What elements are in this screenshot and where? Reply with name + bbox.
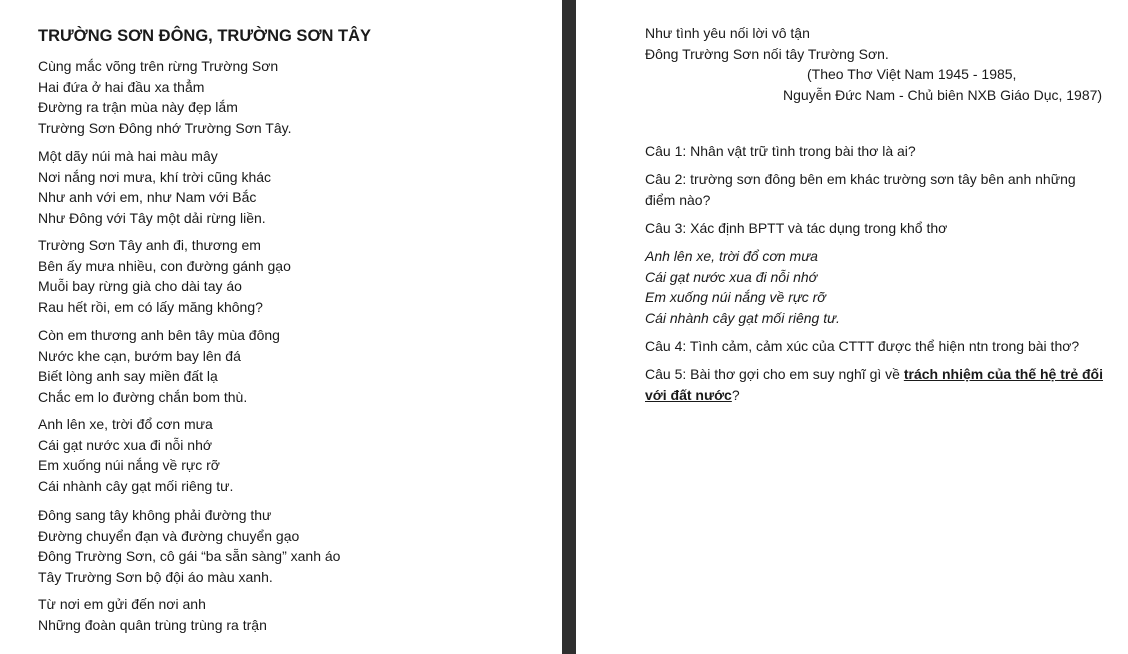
poem-line: Nước khe cạn, bướm bay lên đá — [38, 347, 241, 364]
poem-line: Đông sang tây không phải đường thư — [38, 507, 272, 523]
question-4: Câu 4: Tình cảm, cảm xúc của CTTT được thể hiện ntn trong bài thơ? — [645, 338, 1080, 354]
poem-line: Anh lên xe, trời đổ cơn mưa — [38, 416, 213, 432]
stanza-2 — [38, 146, 271, 228]
poem-line: Cùng mắc võng trên rừng Trường Sơn — [38, 58, 279, 74]
poem-line: Đông Trường Sơn, cô gái “ba sẵn sàng” xanh áo — [38, 548, 341, 564]
excerpt-line: Em xuống núi nắng về rực rỡ — [645, 289, 826, 305]
poem-line: Đường ra trận mùa này đẹp lắm — [38, 99, 238, 115]
poem-line: Rau hết rồi, em có lấy măng không? — [38, 298, 263, 315]
poem-line: Trường Sơn Đông nhớ Trường Sơn Tây. — [38, 119, 292, 136]
question-3: Câu 3: Xác định BPTT và tác dụng trong khổ thơ — [645, 220, 948, 236]
source-citation-2: Nguyễn Đức Nam - Chủ biên NXB Giáo Dục, 1987) — [783, 87, 1103, 103]
question-5-prefix: Câu 5: Bài thơ gợi cho em suy nghĩ gì về — [645, 366, 904, 382]
poem-line: Như Đông với Tây một dải rừng liền. — [38, 209, 266, 226]
question-3-excerpt — [645, 246, 840, 328]
stanza-4 — [38, 325, 280, 407]
poem-line: Hai đứa ở hai đầu xa thẳm — [38, 78, 205, 95]
poem-title: TRƯỜNG SƠN ĐÔNG, TRƯỜNG SƠN TÂY — [38, 27, 372, 45]
poem-line: Chắc em lo đường chắn bom thù. — [38, 388, 248, 405]
page-divider — [562, 0, 576, 654]
question-5-suffix: ? — [731, 386, 740, 403]
stanza-6 — [38, 505, 340, 587]
poem-ending — [645, 23, 889, 64]
question-5-emphasis: trách nhiệm của thế hệ trẻ đối — [903, 366, 1103, 382]
poem-line: Cái nhành cây gạt mối riêng tư. — [38, 477, 234, 494]
poem-line: Đường chuyển đạn và đường chuyển gạo — [38, 527, 300, 544]
question-5 — [645, 364, 1103, 405]
poem-line: Đông Trường Sơn nối tây Trường Sơn. — [645, 45, 889, 62]
excerpt-line: Anh lên xe, trời đổ cơn mưa — [645, 248, 818, 264]
poem-line: Như anh với em, như Nam với Bắc — [38, 189, 257, 205]
poem-line: Từ nơi em gửi đến nơi anh — [38, 596, 206, 612]
poem-line: Biết lòng anh say miền đất lạ — [38, 368, 218, 384]
poem-line: Còn em thương anh bên tây mùa đông — [38, 327, 280, 343]
poem-line: Em xuống núi nắng về rực rỡ — [38, 457, 220, 473]
poem-line: Nơi nắng nơi mưa, khí trời cũng khác — [38, 168, 272, 185]
poem-line: Một dãy núi mà hai màu mây — [38, 148, 218, 164]
left-page — [0, 0, 562, 654]
poem-line: Bên ấy mưa nhiều, con đường gánh gạo — [38, 257, 291, 274]
poem-line: Những đoàn quân trùng trùng ra trận — [38, 616, 267, 633]
question-5-emphasis: với đất nước — [645, 386, 732, 403]
question-1: Câu 1: Nhân vật trữ tình trong bài thơ là ai? — [645, 143, 916, 159]
excerpt-line: Cái gạt nước xua đi nỗi nhớ — [645, 268, 818, 285]
question-2: Câu 2: trường sơn đông bên em khác trường sơn tây bên anh những điểm nào? — [645, 171, 1076, 208]
poem-line: Cái gạt nước xua đi nỗi nhớ — [38, 436, 213, 453]
stanza-3 — [38, 235, 291, 317]
stanza-1 — [38, 56, 292, 138]
poem-line: Muỗi bay rừng già cho dài tay áo — [38, 278, 242, 294]
source-citation-1: (Theo Thơ Việt Nam 1945 - 1985, — [807, 66, 1017, 82]
poem-line: Như tình yêu nối lời vô tận — [645, 25, 810, 41]
stanza-5 — [38, 414, 233, 496]
poem-line: Tây Trường Sơn bộ đội áo màu xanh. — [38, 568, 273, 585]
stanza-7 — [38, 594, 267, 635]
poem-line: Trường Sơn Tây anh đi, thương em — [38, 237, 261, 253]
right-page — [576, 0, 1128, 654]
excerpt-line: Cái nhành cây gạt mối riêng tư. — [645, 309, 840, 326]
